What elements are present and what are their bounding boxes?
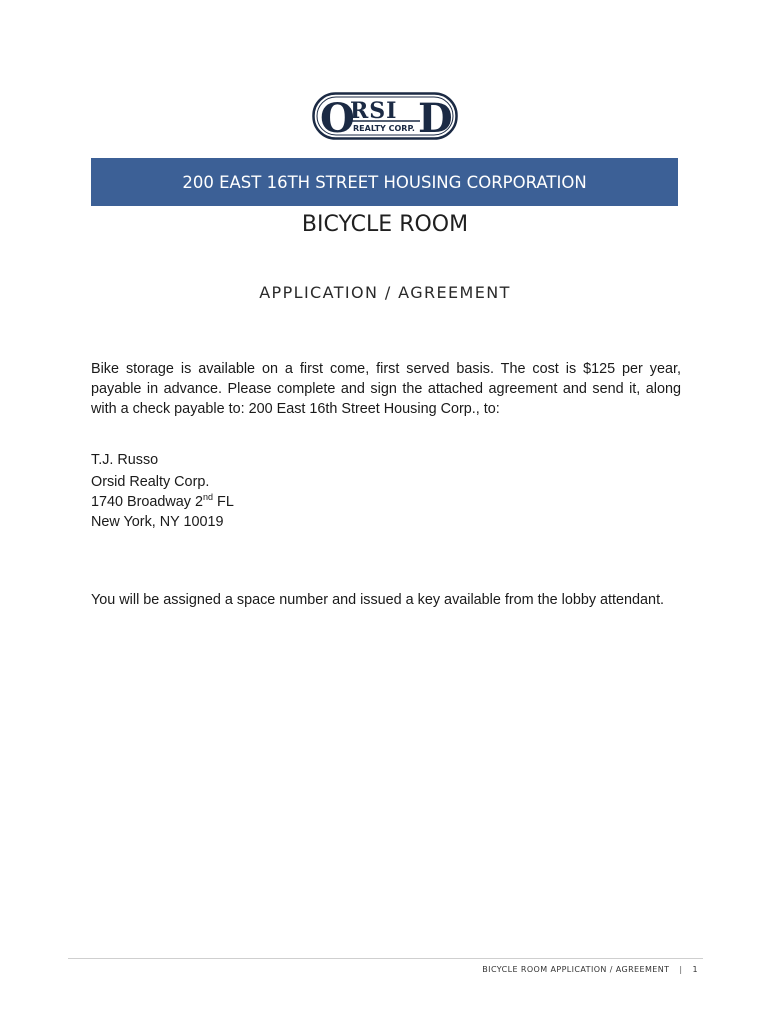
orsid-logo [312, 92, 458, 140]
address-city: New York, NY 10019 [91, 514, 224, 530]
footer-label: BICYCLE ROOM APPLICATION / AGREEMENT [482, 965, 670, 974]
footer-divider [68, 958, 703, 959]
page-footer [482, 965, 698, 974]
address-street: 1740 Broadway 2nd FL [91, 492, 234, 510]
logo-letter-o: O [320, 95, 355, 140]
address-company: Orsid Realty Corp. [91, 474, 210, 490]
intro-paragraph: Bike storage is available on a first come, first served basis. The cost is $125 per year, payable in advance. Please complete and sign the attached agreement and send it, along with a check payable to: 200 East 16th Street Housing Corp., to: [91, 361, 681, 417]
logo-letter-d: D [418, 95, 453, 140]
header-banner: 200 EAST 16TH STREET HOUSING CORPORATION [91, 158, 678, 206]
logo-subtext: REALTY CORP. [353, 124, 415, 133]
footer-separator: | [679, 965, 683, 974]
page-number: 1 [692, 965, 698, 974]
assignment-note: You will be assigned a space number and issued a key available from the lobby attendant. [91, 592, 665, 608]
mailing-address [91, 450, 234, 532]
address-name: T.J. Russo [91, 452, 159, 468]
document-title: BICYCLE ROOM [301, 212, 469, 237]
logo-text: RSI [350, 98, 398, 124]
document-subtitle: APPLICATION / AGREEMENT [259, 283, 511, 302]
